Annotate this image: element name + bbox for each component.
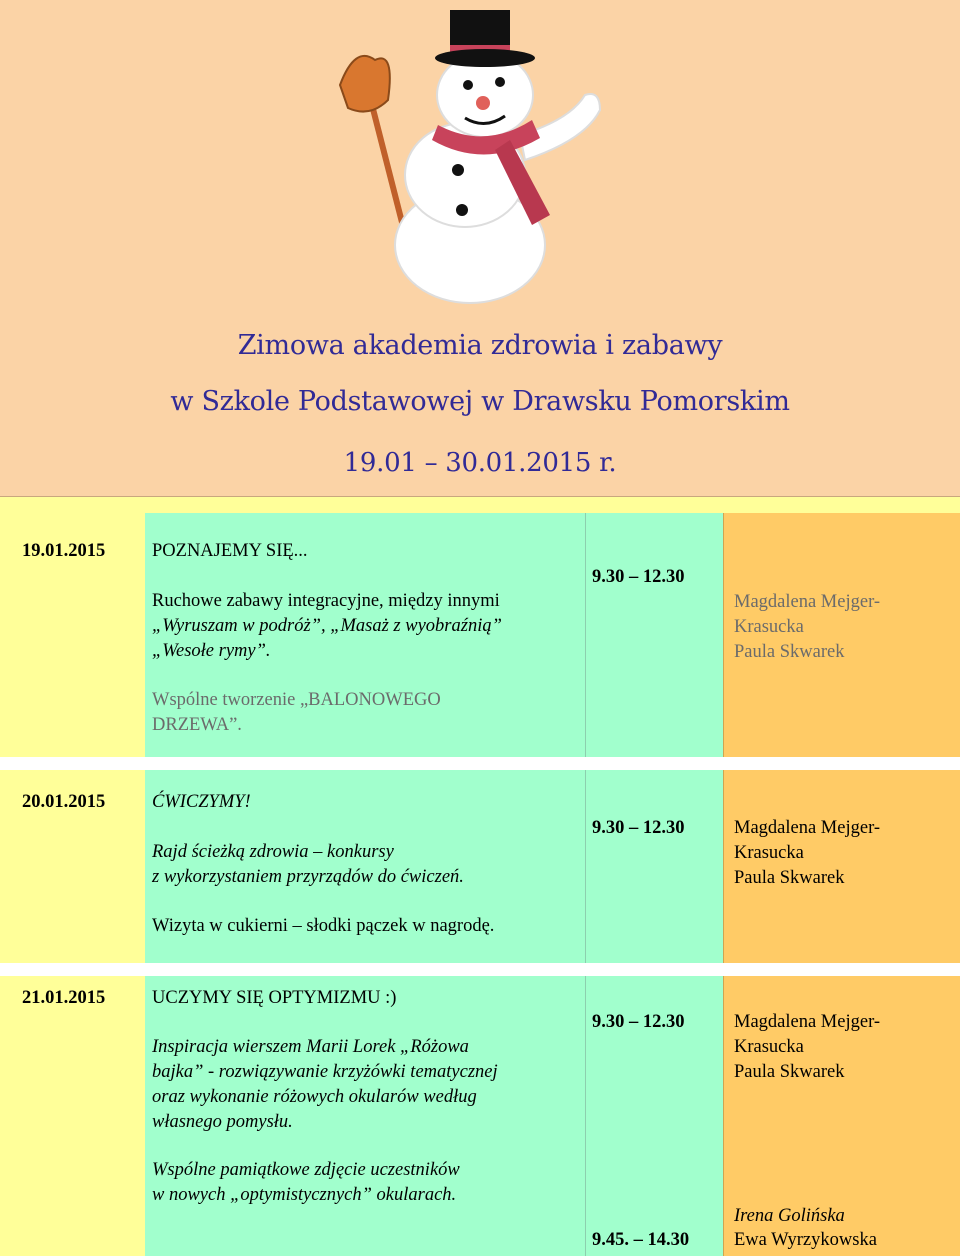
row-date: 20.01.2015: [22, 792, 106, 812]
activity-line: „Wyruszam w podróż”, „Masaż z wyobraźnią”: [152, 616, 502, 636]
activity-line: „Wesołe rymy”.: [152, 641, 271, 661]
activity-line: Rajd ścieżką zdrowia – konkursy: [152, 842, 394, 862]
leader-name: Krasucka: [734, 843, 804, 863]
activity-extra-line: Wizyta w cukierni – słodki pączek w nagrodę.: [152, 916, 495, 936]
title-line-1: Zimowa akademia zdrowia i zabawy: [237, 330, 723, 361]
row-separator: [0, 757, 960, 770]
header-banner: [0, 0, 960, 498]
activity-line: bajka” - rozwiązywanie krzyżówki tematycznej: [152, 1062, 498, 1082]
leader-name: Magdalena Mejger-: [734, 818, 881, 838]
date-column: [0, 513, 145, 1256]
leader-name: Krasucka: [734, 617, 804, 637]
row-time: 9.30 – 12.30: [592, 818, 685, 838]
row-heading: UCZYMY SIĘ OPTYMIZMU :): [152, 988, 397, 1008]
activity-line: z wykorzystaniem przyrządów do ćwiczeń.: [152, 867, 464, 887]
leader-name-secondary: Ewa Wyrzykowska: [734, 1230, 877, 1250]
activity-extra-line: w nowych „optymistycznych” okularach.: [152, 1185, 457, 1205]
row-heading: POZNAJEMY SIĘ...: [152, 541, 308, 561]
leader-name: Paula Skwarek: [734, 868, 845, 888]
leader-name: Magdalena Mejger-: [734, 1012, 881, 1032]
leader-name-secondary: Irena Golińska: [734, 1206, 845, 1226]
row-heading: ĆWICZYMY!: [152, 792, 251, 812]
activity-extra-line: Wspólne tworzenie „BALONOWEGO: [152, 690, 441, 710]
title-line-2: w Szkole Podstawowej w Drawsku Pomorskim: [170, 386, 790, 417]
leader-name: Paula Skwarek: [734, 1062, 845, 1082]
row-time: 9.30 – 12.30: [592, 567, 685, 587]
activity-line: oraz wykonanie różowych okularów według: [152, 1087, 477, 1107]
header-separator-band: [0, 497, 960, 513]
row-date: 21.01.2015: [22, 988, 106, 1008]
activity-extra-line: Wspólne pamiątkowe zdjęcie uczestników: [152, 1160, 460, 1180]
row-date: 19.01.2015: [22, 541, 106, 561]
row-time: 9.30 – 12.30: [592, 1012, 685, 1032]
leader-name: Magdalena Mejger-: [734, 592, 881, 612]
activity-line: Ruchowe zabawy integracyjne, między innymi: [152, 591, 500, 611]
activity-extra-line: DRZEWA”.: [152, 715, 242, 735]
activity-line: własnego pomysłu.: [152, 1112, 293, 1132]
row-time-secondary: 9.45. – 14.30: [592, 1230, 690, 1250]
leader-name: Paula Skwarek: [734, 642, 845, 662]
row-separator: [0, 963, 960, 976]
leader-name: Krasucka: [734, 1037, 804, 1057]
title-line-3: 19.01 – 30.01.2015 r.: [343, 448, 617, 478]
time-column: [585, 513, 724, 1256]
snowman-illustration: [300, 0, 630, 320]
activity-line: Inspiracja wierszem Marii Lorek „Różowa: [152, 1037, 469, 1057]
